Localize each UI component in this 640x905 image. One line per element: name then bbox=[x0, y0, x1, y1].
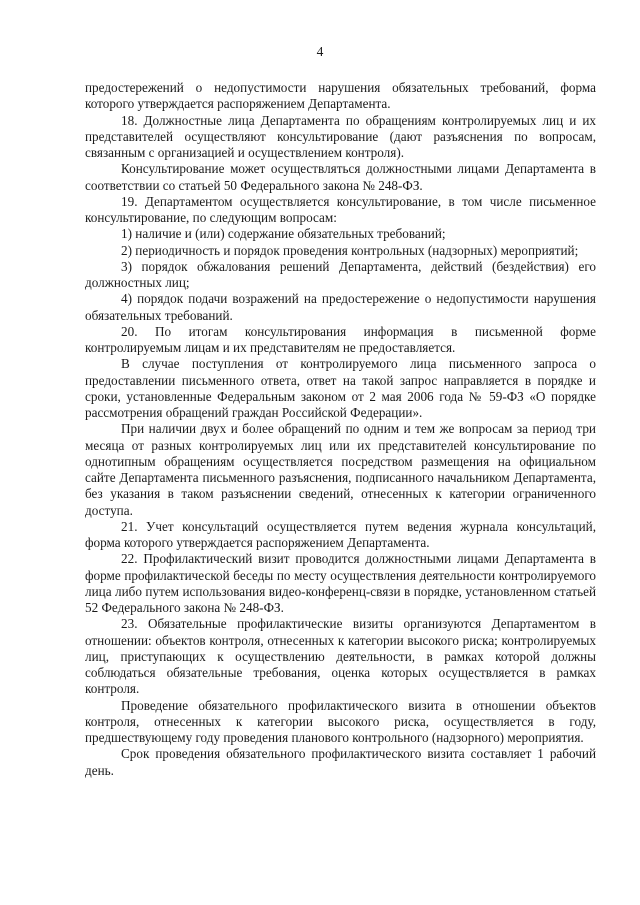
paragraph: предостережений о недопустимости нарушения обязательных требований, форма которого утверждается распоряжением Департамента. bbox=[85, 80, 596, 112]
paragraph: 18. Должностные лица Департамента по обращениям контролируемых лиц и их представителей осуществляют консультирование (дают разъяснения по вопросам, связанным с организацией и осуществлением контроля). bbox=[85, 112, 596, 160]
paragraph: 23. Обязательные профилактические визиты организуются Департаментом в отношении: объектов контроля, отнесенных к категории высокого риска; контролируемых лиц, приступающих к осуществлению деятельности, в рамках которой должны соблюдаться обязательные требования, оценка которых осуществляется в рамках контроля. bbox=[85, 616, 596, 697]
paragraph: В случае поступления от контролируемого лица письменного запроса о предоставлении письменного ответа, ответ на такой запрос направляется в порядке и сроки, установленные Федеральным законом от 2 мая 2006 года № 59-ФЗ «О порядке рассмотрения обращений граждан Российской Федерации». bbox=[85, 356, 596, 420]
paragraph: 2) периодичность и порядок проведения контрольных (надзорных) мероприятий; bbox=[121, 242, 579, 258]
paragraph: 21. Учет консультаций осуществляется путем ведения журнала консультаций, форма которого утверждается распоряжением Департамента. bbox=[85, 518, 596, 550]
paragraph: Срок проведения обязательного профилактического визита составляет 1 рабочий день. bbox=[85, 746, 596, 778]
paragraph: 1) наличие и (или) содержание обязательных требований; bbox=[121, 226, 446, 242]
paragraph: 20. По итогам консультирования информация в письменной форме контролируемым лицам и их представителям не предоставляется. bbox=[85, 323, 596, 355]
page-number: 4 bbox=[316, 44, 324, 59]
paragraph: 4) порядок подачи возражений на предостережение о недопустимости нарушения обязательных требований. bbox=[85, 291, 596, 323]
paragraph: 19. Департаментом осуществляется консультирование, в том числе письменное консультирование, по следующим вопросам: bbox=[85, 193, 596, 225]
document-body bbox=[85, 80, 596, 779]
paragraph: 22. Профилактический визит проводится должностными лицами Департамента в форме профилактической беседы по месту осуществления деятельности контролируемого лица либо путем использования видео-конференц-связи в порядке, установленном статьей 52 Федерального закона № 248-ФЗ. bbox=[85, 551, 596, 615]
paragraph: При наличии двух и более обращений по одним и тем же вопросам за период три месяца от разных контролируемых лиц или их представителей консультирование по однотипным обращениям осуществляется посредством размещения на официальном сайте Департамента письменного разъяснения, подписанного начальником Департамента, без указания в таком разъяснении сведений, отнесенных к категории ограниченного доступа. bbox=[85, 421, 596, 518]
paragraph: Проведение обязательного профилактического визита в отношении объектов контроля, отнесенных к категории высокого риска, осуществляется в году, предшествующему году проведения планового контрольного (надзорного) мероприятия. bbox=[85, 697, 596, 745]
paragraph: 3) порядок обжалования решений Департамента, действий (бездействия) его должностных лиц; bbox=[85, 258, 596, 290]
paragraph: Консультирование может осуществляться должностными лицами Департамента в соответствии со статьей 50 Федерального закона № 248-ФЗ. bbox=[85, 161, 596, 193]
